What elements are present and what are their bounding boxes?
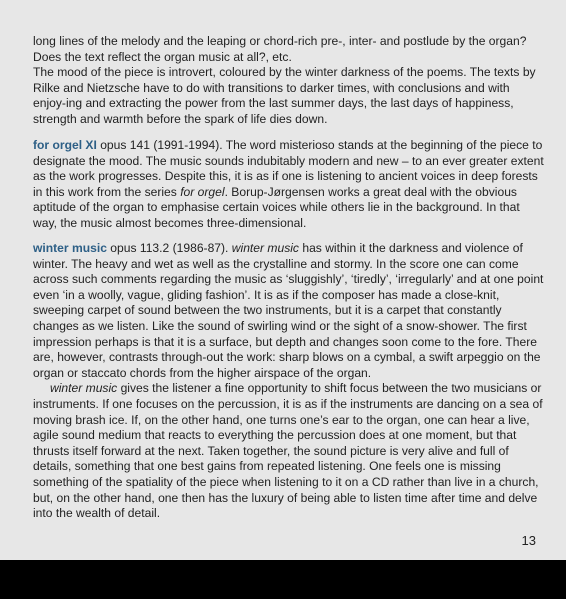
winter-music-opus-text: opus 113.2 (1986-87). (106, 241, 232, 255)
winter-music-paragraph-2 (33, 381, 545, 521)
for-orgel-series-title: for orgel (180, 184, 225, 199)
intro-section (33, 34, 545, 128)
page-number: 13 (521, 533, 536, 548)
for-orgel-heading: for orgel XI (33, 138, 97, 152)
winter-music-italic-title: winter music (231, 241, 299, 255)
winter-music-paragraph-1 (33, 241, 545, 381)
intro-paragraph-1: long lines of the melody and the leaping or chord-rich pre-, inter- and postlude by the organ? Does the text reflect the organ music at all?, etc. (33, 34, 527, 64)
winter-music-heading: winter music (33, 241, 107, 255)
for-orgel-paragraph (33, 138, 545, 232)
intro-paragraph-2: The mood of the piece is introvert, coloured by the winter darkness of the poems. The texts by Rilke and Nietzsche have to do with transitions to darker times, with conclusions and with enjoy-ing and extracting the power from the last summer days, the last days of happiness, strength and warmth before the spark of life dies down. (33, 65, 536, 126)
for-orgel-body-text: . Borup-Jørgensen works a great deal with the obvious aptitude of the organ to emphasise certain voices while others lie in the background. In that way, the music almost becomes three-dimensional. (33, 184, 520, 230)
winter-music-paragraph-2-body: gives the listener a fine opportunity to shift focus between the two musicians or instruments. If one focuses on the percussion, it is as if the instruments are dancing on a sea of moving brash ice. If, on the other hand, one turns one’s ear to the organ, one can hear a live, agile sound medium that reacts to everything the percussion does at one moment, but that thrusts itself forward at the next. Taken together, the sound picture is very alive and full of details, something that one best gains from repeated listening. One feels one is missing something of the spatiality of the piece when listening to it on a CD rather than live in a church, but, on the other hand, one then has the luxury of being able to listen time after time and delve into the wealth of detail. (33, 381, 543, 521)
winter-music-section (33, 241, 545, 522)
for-orgel-opus-text: opus 141 (1991-1994). The word misterioso stands at the beginning of the piece to designate the mood. The music sounds indubitably modern and new – to an ever greater extent as the work progresses. Despite this, it is as if one is listening to ancient voices in deep forests in this work from the series (33, 138, 544, 199)
winter-music-body-text: has within it the darkness and violence of winter. The heavy and wet as well as the crystalline and stormy. In the score one can come across such comments regarding the music as ‘sluggishly’, ‘tiredly’, ‘irregularly’ and at one point even ‘in a woolly, vague, gliding fashion’. It is as if the composer has made a close-knit, sweeping carpet of sound between the two instruments, but it is a carpet that constantly changes as we listen. Like the sound of swirling wind or the sight of a snow-shower. The first impression perhaps is that it is a surface, but depth and changes soon come to the fore. There are, however, contrasts through-out the work: sharp blows on a cymbal, a swift arpeggio on the organ or staccato chords from the higher airspace of the organ. (33, 241, 544, 380)
for-orgel-section (33, 138, 545, 232)
bottom-black-bar (0, 560, 566, 599)
winter-music-paragraph-2-title: winter music (50, 381, 118, 396)
